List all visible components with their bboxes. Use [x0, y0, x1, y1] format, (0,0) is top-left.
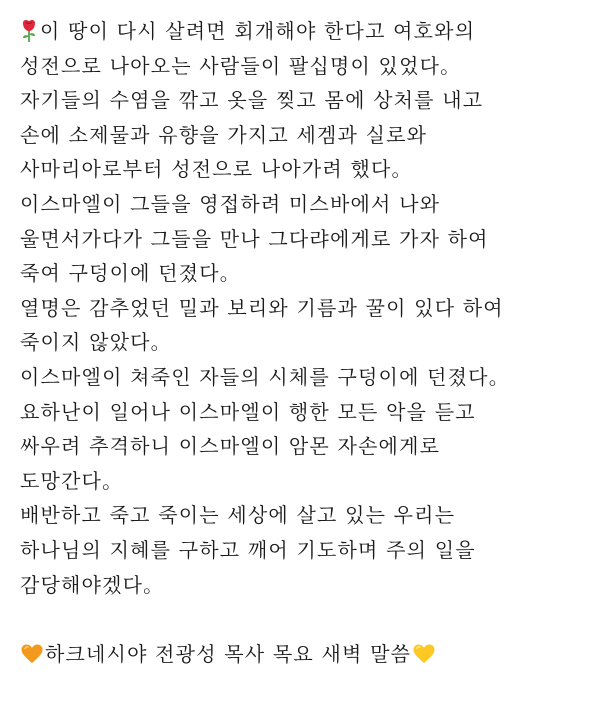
orange-heart-icon — [20, 642, 44, 666]
note-line-2: 성전으로 나아오는 사람들이 팔십명이 있었다。 — [20, 53, 462, 78]
note-line-5: 사마리아로부터 성전으로 나아가려 했다。 — [20, 157, 413, 182]
rose-emoji-icon — [20, 19, 38, 43]
note-line-14: 도망간다。 — [20, 468, 124, 493]
note-line-16: 하나님의 지혜를 구하고 깨어 기도하며 주의 일을 — [20, 537, 476, 562]
note-line-6: 이스마엘이 그들을 영접하려 미스바에서 나와 — [20, 191, 441, 216]
note-line-8: 죽여 구덩이에 던졌다。 — [20, 261, 241, 286]
note-line-13: 싸우려 추격하니 이스마엘이 암몬 자손에게로 — [20, 434, 441, 459]
note-line-15: 배반하고 죽고 죽이는 세상에 살고 있는 우리는 — [20, 503, 456, 528]
note-line-7: 울면서가다가 그들을 만나 그다랴에게로 가자 하여 — [20, 226, 489, 251]
note-line-11: 이스마엘이 쳐죽인 자들의 시체를 구덩이에 던졌다。 — [20, 364, 510, 389]
note-line-10: 죽이지 않았다。 — [20, 330, 172, 355]
note-body — [20, 14, 590, 671]
note-line-3: 자기들의 수염을 깎고 옷을 찢고 몸에 상처를 내고 — [20, 88, 484, 113]
note-line-1 — [20, 14, 590, 49]
note-line-17: 감당해야겠다。 — [20, 572, 165, 597]
note-line-9: 열명은 감추었던 밀과 보리와 기름과 꿀이 있다 하여 — [20, 295, 504, 320]
note-line-12: 요하난이 일어나 이스마엘이 행한 모든 악을 듣고 — [20, 399, 476, 424]
note-line-4: 손에 소제물과 유향을 가지고 세겜과 실로와 — [20, 122, 428, 147]
signature-line — [20, 637, 590, 672]
blank-line — [20, 602, 590, 637]
note-line-text: 이 땅이 다시 살려면 회개해야 한다고 여호와의 — [40, 19, 476, 43]
yellow-heart-icon — [412, 642, 436, 666]
signature-text: 하크네시야 전광성 목사 목요 새벽 말씀 — [45, 641, 412, 666]
